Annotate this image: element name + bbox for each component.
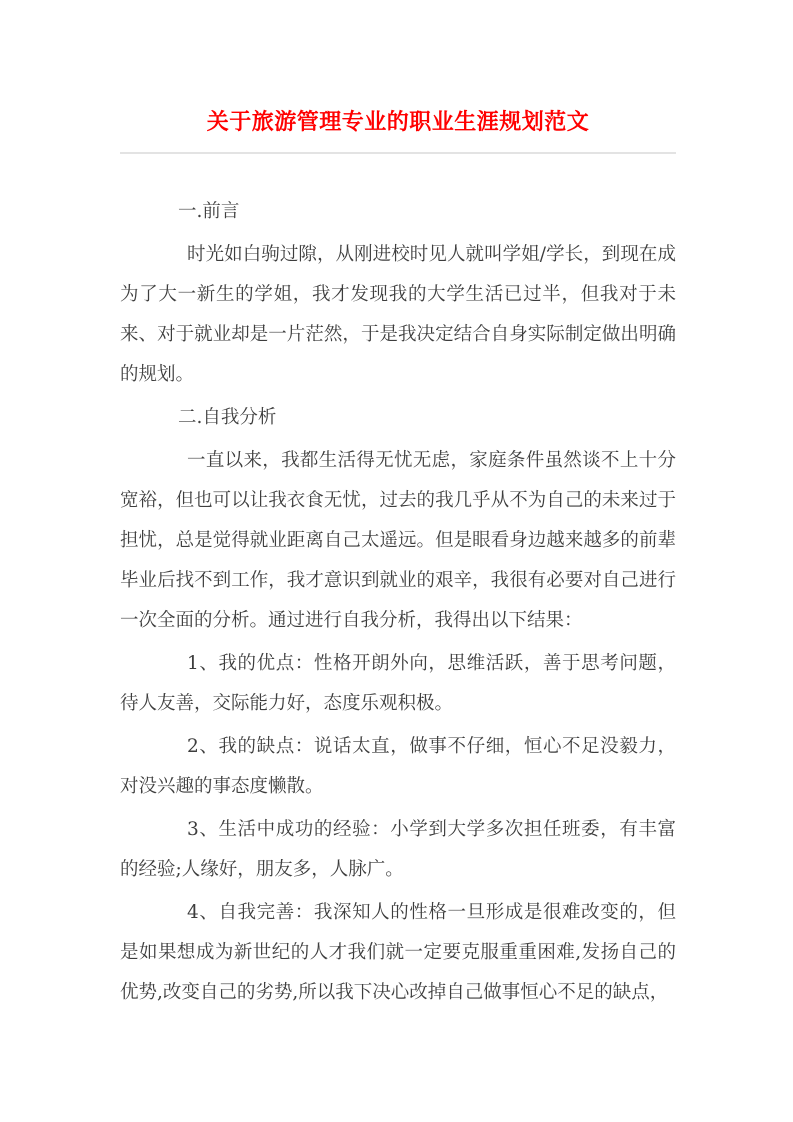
document-body [120,192,676,1013]
list-item-weaknesses: 2、我的缺点：说话太直，做事不仔细，恒心不足没毅力，对没兴趣的事态度懒散。 [120,736,676,797]
paragraph: 时光如白驹过隙，从刚进校时见人就叫学姐/学长，到现在成为了大一新生的学姐，我才发现我的大学生活已过半，但我对于未来、对于就业却是一片茫然，于是我决定结合自身实际制定做出明确的规划。 [120,244,676,385]
title-divider [120,152,676,154]
list-item-successful-experience: 3、生活中成功的经验：小学到大学多次担任班委，有丰富的经验;人缘好，朋友多，人脉广。 [120,819,676,880]
list-item-strengths: 1、我的优点：性格开朗外向，思维活跃，善于思考问题，待人友善，交际能力好，态度乐观积极。 [120,653,676,714]
section-heading-self-analysis: 二.自我分析 [178,407,277,428]
list-item-self-improvement: 4、自我完善：我深知人的性格一旦形成是很难改变的，但是如果想成为新世纪的人才我们就一定要克服重重困难,发扬自己的优势,改变自己的劣势,所以我下决心改掉自己做事恒心不足的缺点， [120,902,676,1003]
paragraph: 一直以来，我都生活得无忧无虑，家庭条件虽然谈不上十分宽裕，但也可以让我衣食无忧，过去的我几乎从不为自己的未来过于担忧，总是觉得就业距离自己太遥远。但是眼看身边越来越多的前辈毕业后找不到工作，我才意识到就业的艰辛，我很有必要对自己进行一次全面的分析。通过进行自我分析，我得出以下结果： [120,450,676,631]
document-title: 关于旅游管理专业的职业生涯规划范文 [206,109,590,134]
section-heading-preface: 一.前言 [178,201,240,222]
